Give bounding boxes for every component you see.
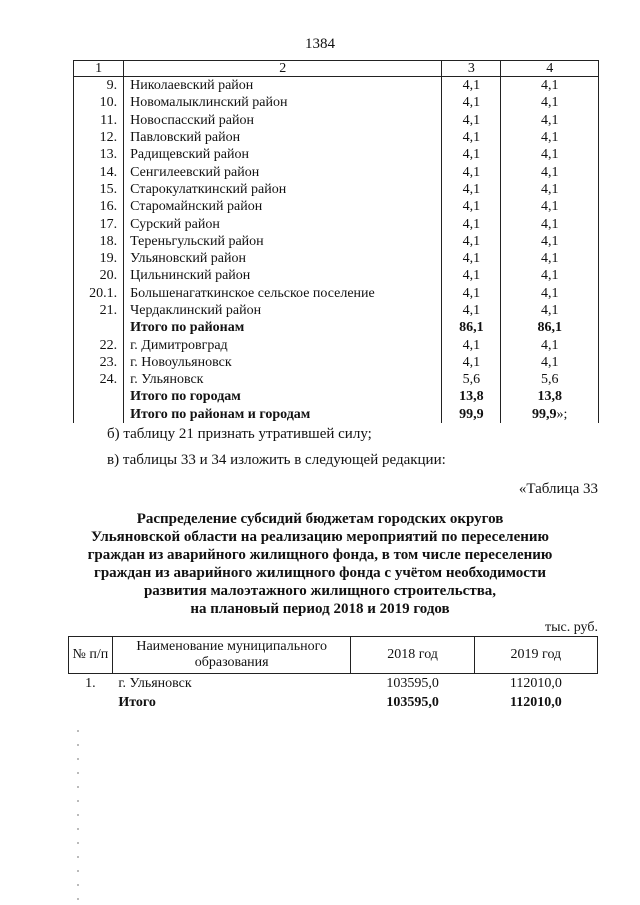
table-row <box>74 198 599 215</box>
row-value-4: 4,1 <box>501 146 599 163</box>
row-value-3: 4,1 <box>442 233 501 250</box>
row-name: Ульяновский район <box>124 250 442 267</box>
row-number <box>74 406 124 423</box>
row-value-3: 4,1 <box>442 146 501 163</box>
row-name: Чердаклинский район <box>124 302 442 319</box>
table-row <box>74 406 599 423</box>
row-value-4: 4,1 <box>501 285 599 302</box>
row-number: 23. <box>74 354 124 371</box>
row-name: г. Ульяновск <box>124 371 442 388</box>
row-value-4: 4,1 <box>501 198 599 215</box>
row-number: 12. <box>74 129 124 146</box>
paragraph-b: б) таблицу 21 признать утратившей силу; <box>107 426 372 442</box>
row-name: г. Ульяновск <box>118 676 192 691</box>
row-name: Цильнинский район <box>124 267 442 284</box>
table-row <box>74 146 599 163</box>
row-value-3: 4,1 <box>442 285 501 302</box>
col-header-3: 3 <box>442 61 501 77</box>
row-name: Итого <box>118 695 156 710</box>
col-header-2: 2 <box>124 61 442 77</box>
table-row <box>74 215 599 232</box>
row-number: 17. <box>74 215 124 232</box>
page-number: 1384 <box>305 36 335 52</box>
table-row <box>74 163 599 180</box>
col-header-4: 4 <box>501 61 599 77</box>
header-2018: 2018 год <box>351 637 474 674</box>
heading-line: Ульяновской области на реализацию мероприятий по переселению <box>91 529 549 545</box>
row-value-4: 4,1 <box>501 129 599 146</box>
row-value-4 <box>501 406 599 423</box>
row-value-3: 4,1 <box>442 198 501 215</box>
subsidy-distribution-table <box>73 60 599 423</box>
table-row <box>74 336 599 353</box>
row-value-4: 4,1 <box>501 267 599 284</box>
row-number: 20.1. <box>74 285 124 302</box>
table-row <box>74 250 599 267</box>
row-name: г. Димитровград <box>124 336 442 353</box>
header-name: Наименование муниципального образования <box>112 637 351 674</box>
row-value-4: 4,1 <box>501 250 599 267</box>
row-value-3: 4,1 <box>442 354 501 371</box>
row-value-3: 4,1 <box>442 336 501 353</box>
row-number: 15. <box>74 181 124 198</box>
closing-quote: »; <box>556 406 568 422</box>
row-value-3: 4,1 <box>442 129 501 146</box>
row-value-4-number: 99,9 <box>532 406 557 422</box>
table-row <box>74 112 599 129</box>
row-value-4: 4,1 <box>501 181 599 198</box>
row-name: Сурский район <box>124 215 442 232</box>
row-value-3: 5,6 <box>442 371 501 388</box>
row-value-4: 5,6 <box>501 371 599 388</box>
row-value-3: 4,1 <box>442 302 501 319</box>
table-row <box>74 302 599 319</box>
row-value-3: 4,1 <box>442 112 501 129</box>
heading-line: на плановый период 2018 и 2019 годов <box>190 601 450 617</box>
row-value-3: 4,1 <box>442 250 501 267</box>
row-name: Новоспасский район <box>124 112 442 129</box>
row-number: 13. <box>74 146 124 163</box>
units-label: тыс. руб. <box>545 620 598 635</box>
row-value-4: 4,1 <box>501 336 599 353</box>
table-label: «Таблица 33 <box>518 481 598 497</box>
row-value-3: 4,1 <box>442 163 501 180</box>
row-number: 22. <box>74 336 124 353</box>
row-value-4: 4,1 <box>501 94 599 111</box>
margin-dots <box>77 730 79 900</box>
row-name: Старокулаткинский район <box>124 181 442 198</box>
row-number: 16. <box>74 198 124 215</box>
table-row <box>74 388 599 405</box>
row-value-3: 99,9 <box>442 406 501 423</box>
row-value-3: 4,1 <box>442 267 501 284</box>
row-number <box>69 693 113 712</box>
row-name: Николаевский район <box>124 77 442 95</box>
row-value-3: 4,1 <box>442 77 501 95</box>
row-value-3: 86,1 <box>442 319 501 336</box>
row-number: 20. <box>74 267 124 284</box>
row-value-4: 4,1 <box>501 354 599 371</box>
header-2019: 2019 год <box>474 637 597 674</box>
table-row <box>74 94 599 111</box>
row-name: Итого по районам и городам <box>124 406 442 423</box>
paragraph-v: в) таблицы 33 и 34 изложить в следующей редакции: <box>107 452 446 468</box>
row-value-4: 4,1 <box>501 112 599 129</box>
row-number: 10. <box>74 94 124 111</box>
row-name: Тереньгульский район <box>124 233 442 250</box>
row-value-4: 4,1 <box>501 302 599 319</box>
row-2018: 103595,0 <box>386 676 439 691</box>
heading-line: граждан из аварийного жилищного фонда с учётом необходимости <box>94 565 546 581</box>
row-2018: 103595,0 <box>386 695 439 710</box>
row-name: Сенгилеевский район <box>124 163 442 180</box>
row-value-3: 13,8 <box>442 388 501 405</box>
table33-body <box>69 674 598 713</box>
row-name: Радищевский район <box>124 146 442 163</box>
row-number: 9. <box>74 77 124 95</box>
row-value-4: 4,1 <box>501 215 599 232</box>
heading-line: развития малоэтажного жилищного строительства, <box>143 583 497 599</box>
table-row <box>74 354 599 371</box>
row-value-3: 4,1 <box>442 215 501 232</box>
heading-line: граждан из аварийного жилищного фонда, в том числе переселению <box>87 547 553 563</box>
row-number: 21. <box>74 302 124 319</box>
table-body <box>74 77 599 423</box>
table-row <box>74 371 599 388</box>
row-number: 24. <box>74 371 124 388</box>
row-name: Итого по районам <box>124 319 442 336</box>
table-row <box>74 129 599 146</box>
row-number <box>74 319 124 336</box>
table-row <box>69 674 598 694</box>
row-number: 19. <box>74 250 124 267</box>
table33-header-row <box>69 637 598 674</box>
row-name: Итого по городам <box>124 388 442 405</box>
table-row <box>74 233 599 250</box>
subsidy-table-33 <box>68 636 598 712</box>
row-value-4: 4,1 <box>501 163 599 180</box>
row-number: 11. <box>74 112 124 129</box>
row-name: г. Новоульяновск <box>124 354 442 371</box>
row-number: 18. <box>74 233 124 250</box>
table-row <box>74 319 599 336</box>
header-number: № п/п <box>69 637 113 674</box>
table-row <box>74 181 599 198</box>
row-2019: 112010,0 <box>510 695 562 710</box>
row-value-3: 4,1 <box>442 94 501 111</box>
table-row <box>69 693 598 712</box>
table-header-row <box>74 61 599 77</box>
row-2019: 112010,0 <box>509 676 562 691</box>
row-name: Большенагаткинское сельское поселение <box>124 285 442 302</box>
heading-line: Распределение субсидий бюджетам городских округов <box>136 511 504 527</box>
table-row <box>74 77 599 95</box>
table-row <box>74 267 599 284</box>
table-heading <box>40 510 600 618</box>
row-number <box>74 388 124 405</box>
row-name: Старомайнский район <box>124 198 442 215</box>
row-name: Новомалыклинский район <box>124 94 442 111</box>
row-name: Павловский район <box>124 129 442 146</box>
col-header-1: 1 <box>74 61 124 77</box>
row-number: 14. <box>74 163 124 180</box>
row-value-4: 13,8 <box>501 388 599 405</box>
table-row <box>74 285 599 302</box>
row-value-4: 4,1 <box>501 233 599 250</box>
row-value-4: 4,1 <box>501 77 599 95</box>
row-value-3: 4,1 <box>442 181 501 198</box>
row-value-4: 86,1 <box>501 319 599 336</box>
row-number: 1. <box>85 676 96 691</box>
